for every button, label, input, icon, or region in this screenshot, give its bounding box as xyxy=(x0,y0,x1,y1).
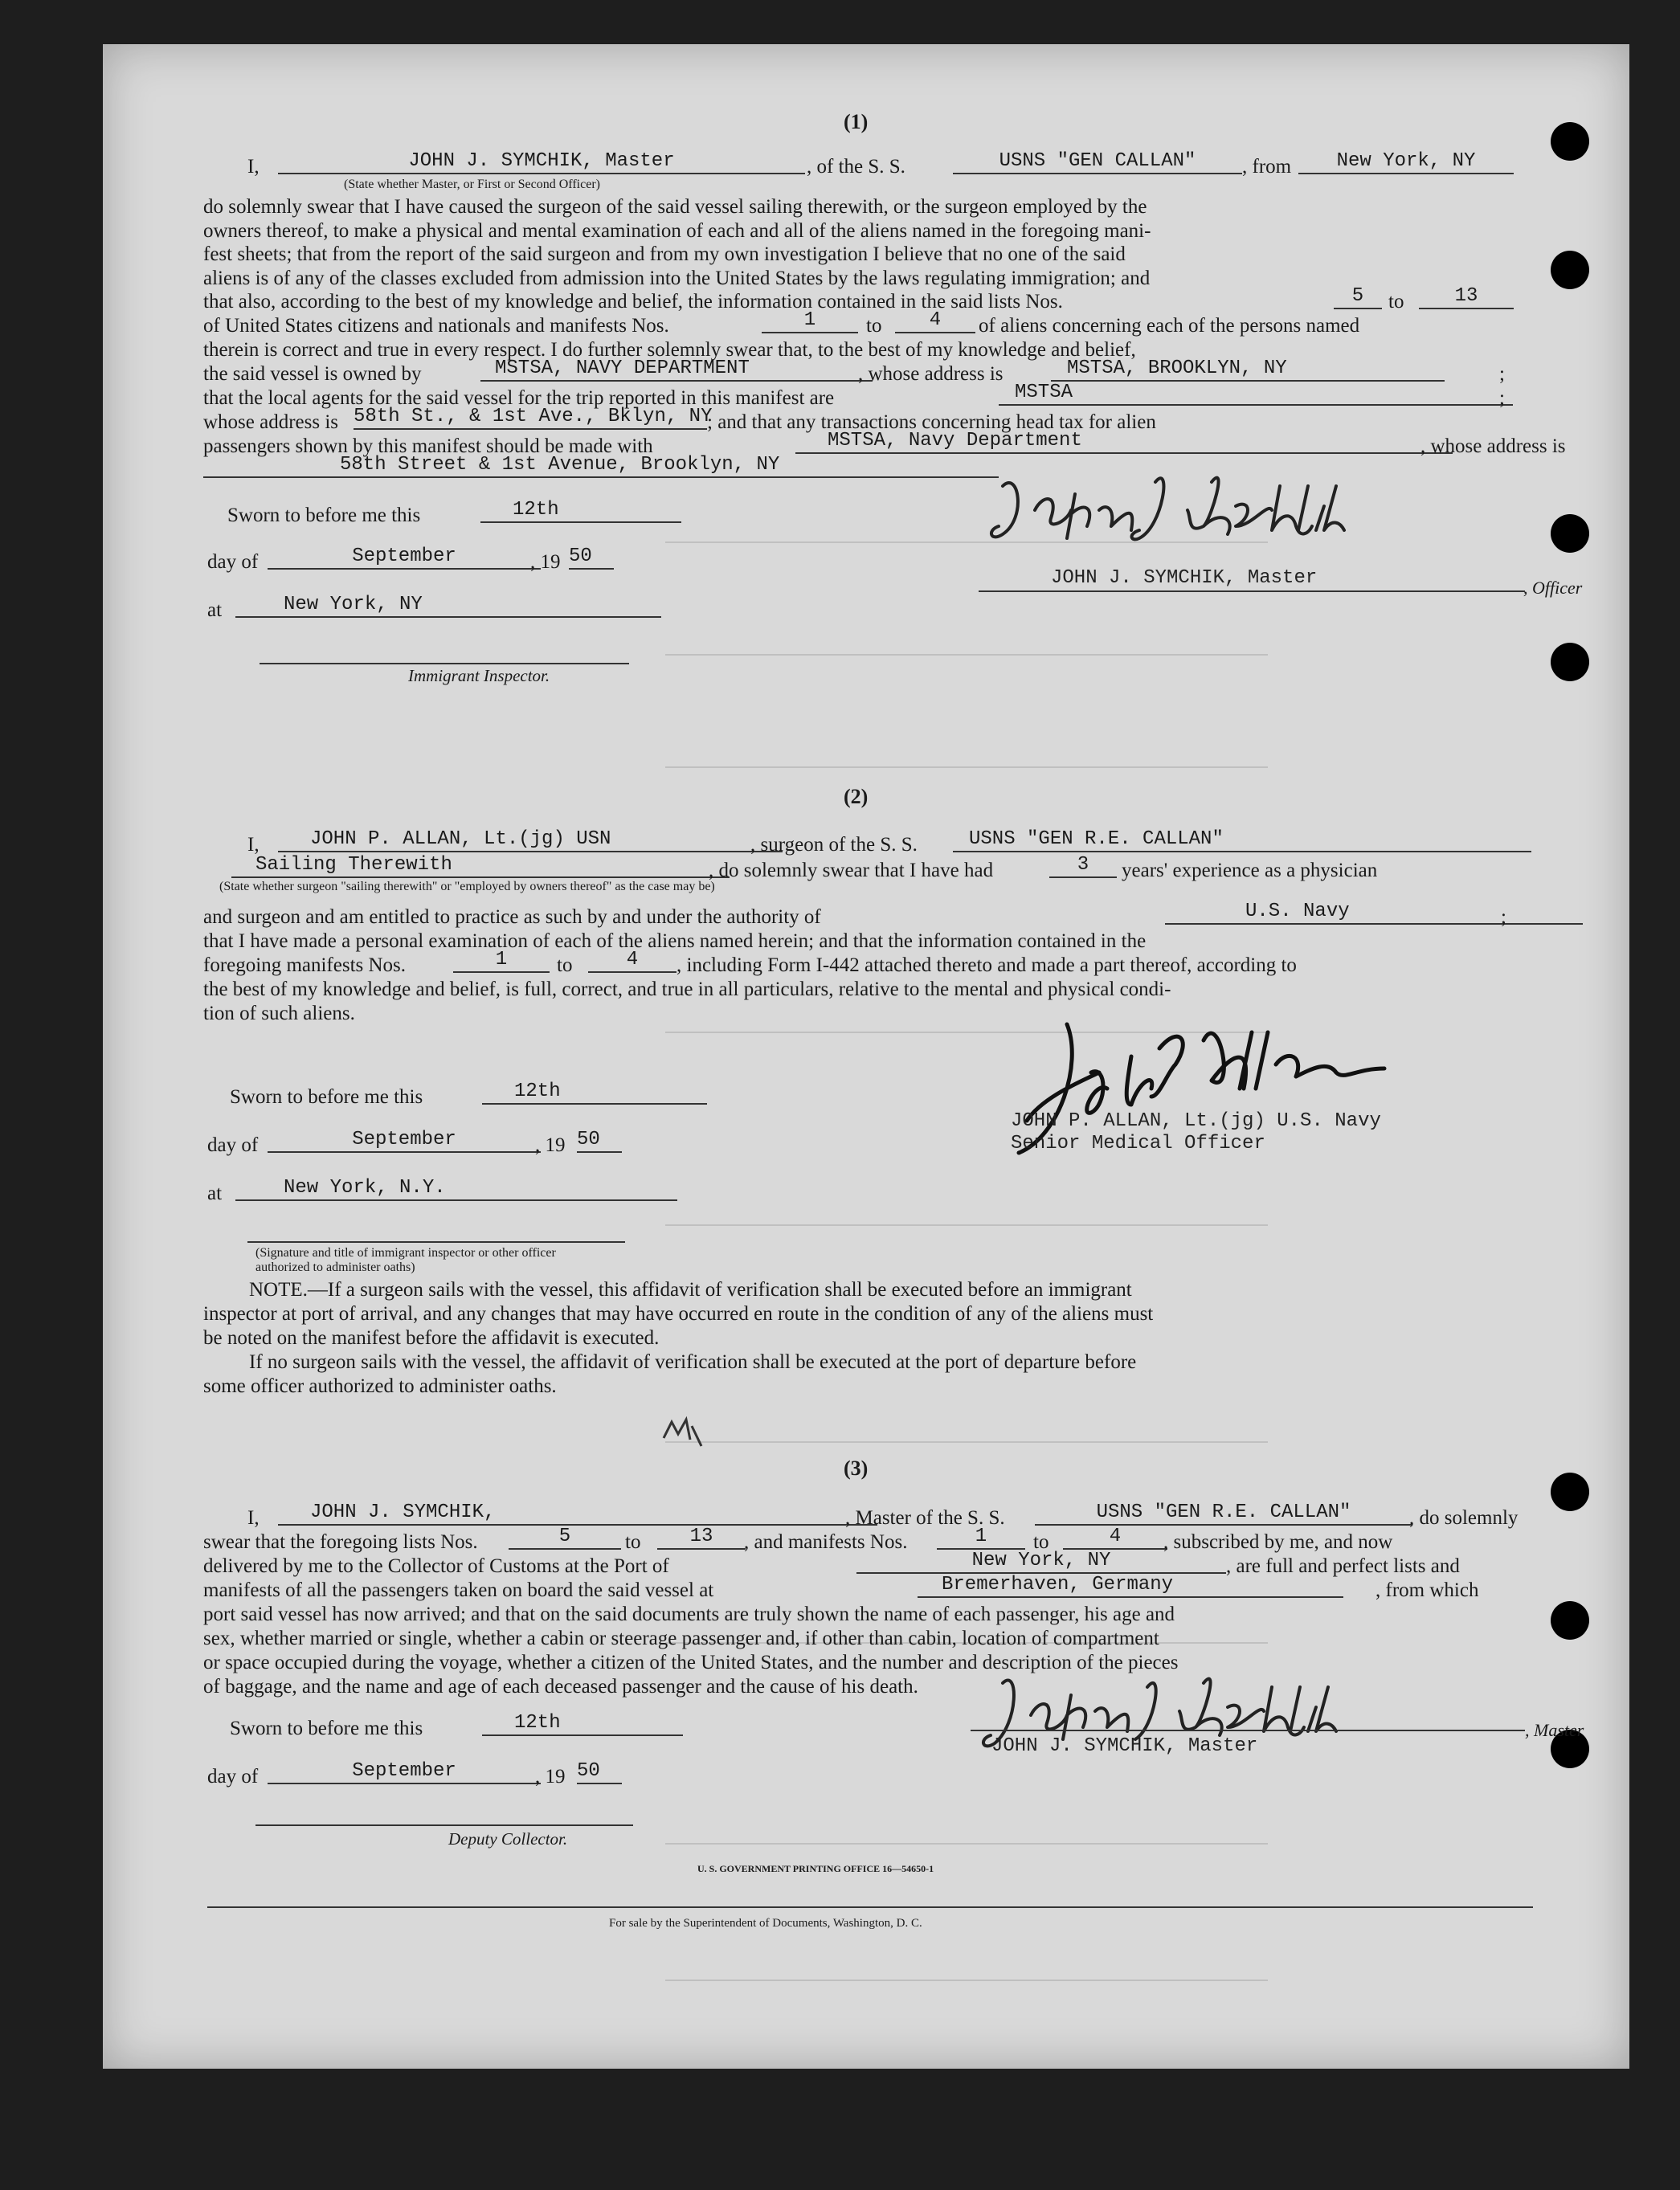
s3-signer-typed: JOHN J. SYMCHIK, Master xyxy=(991,1735,1258,1757)
s3-and-manifests: , and manifests Nos. xyxy=(744,1531,908,1553)
s1-day-of: day of xyxy=(207,551,259,573)
s2-years-field: 3 xyxy=(1049,854,1117,878)
s3-line-2b: , subscribed by me, and now xyxy=(1163,1531,1393,1553)
s2-note-1: NOTE.—If a surgeon sails with the vessel, this affidavit of verification shall be executed before an immigrant xyxy=(249,1279,1132,1301)
s3-port-field: New York, NY xyxy=(856,1550,1226,1574)
s3-line-8: of baggage, and the name and age of each deceased passenger and the cause of his death. xyxy=(203,1676,918,1698)
s3-list-from-field: 5 xyxy=(509,1526,621,1550)
s2-year-prefix: , 19 xyxy=(535,1134,566,1156)
s1-day-field: 12th xyxy=(480,499,681,523)
s2-place-field: New York, N.Y. xyxy=(235,1177,677,1201)
s2-manifest-from-field: 1 xyxy=(453,949,550,973)
s1-i: I, xyxy=(247,156,260,178)
s3-master-of: , Master of the S. S. xyxy=(845,1507,1005,1529)
s1-list-to-field: 13 xyxy=(1419,285,1514,309)
s2-at: at xyxy=(207,1183,223,1204)
s1-owner-address-field: MSTSA, BROOKLYN, NY xyxy=(1051,358,1445,382)
s3-list-to-field: 13 xyxy=(657,1526,746,1550)
s1-at: at xyxy=(207,599,223,621)
printing-office-caption: U. S. GOVERNMENT PRINTING OFFICE 16—54650-1 xyxy=(697,1863,934,1874)
s1-line-11b: , whose address is xyxy=(1420,435,1566,457)
s2-signature-line xyxy=(247,1241,625,1243)
s3-master-caption: , Master xyxy=(1525,1720,1584,1740)
s3-year-field: 50 xyxy=(577,1760,622,1784)
s1-line-10b: ; and that any transactions concerning head tax for alien xyxy=(707,411,1156,433)
s1-signer-line xyxy=(979,590,1525,592)
s2-line-4a: foregoing manifests Nos. xyxy=(203,954,407,976)
s2-sworn: Sworn to before me this xyxy=(230,1086,423,1108)
s3-line-7: or space occupied during the voyage, whether a citizen of the United States, and the number and description of the pieces xyxy=(203,1652,1179,1673)
s1-officer-caption: , Officer xyxy=(1523,578,1583,598)
s1-manifest-to-field: 4 xyxy=(895,309,975,333)
s1-line-5: that also, according to the best of my knowledge and belief, the information contained in the said lists Nos. xyxy=(203,291,1063,313)
s2-swear-had: , do solemnly swear that I have had xyxy=(709,860,994,881)
s1-master-name-field: JOHN J. SYMCHIK, Master xyxy=(278,150,805,174)
s3-month-field: September xyxy=(268,1760,541,1784)
s2-signer-title: Senior Medical Officer xyxy=(1011,1133,1265,1154)
s1-line-6a: of United States citizens and nationals and manifests Nos. xyxy=(203,315,669,337)
manifest-page xyxy=(103,44,1629,2069)
s2-semicolon: ; xyxy=(1501,906,1506,928)
s1-line-1: do solemnly swear that I have caused the surgeon of the said vessel sailing therewith, or the surgeon employed by the xyxy=(203,196,1147,218)
s1-sworn: Sworn to before me this xyxy=(227,505,421,526)
section-1-number: (1) xyxy=(844,110,869,133)
s2-vessel-field: USNS "GEN R.E. CALLAN" xyxy=(953,828,1531,852)
pencil-mark xyxy=(656,1410,712,1450)
s1-inspector-caption: Immigrant Inspector. xyxy=(408,666,550,685)
s3-year-prefix: , 19 xyxy=(535,1766,566,1788)
s2-line-2a: and surgeon and am entitled to practice as such by and under the authority of xyxy=(203,906,821,928)
s1-year-prefix: , 19 xyxy=(530,551,561,573)
s3-to-1: to xyxy=(625,1531,641,1553)
s2-year-field: 50 xyxy=(577,1129,622,1153)
section-2-number: (2) xyxy=(844,785,869,808)
s2-note-4: If no surgeon sails with the vessel, the affidavit of verification shall be executed at the port of departure before xyxy=(249,1351,1137,1373)
s1-signer-typed: JOHN J. SYMCHIK, Master xyxy=(1051,567,1318,589)
s3-line-3b: , are full and perfect lists and xyxy=(1226,1555,1460,1577)
s2-day-of: day of xyxy=(207,1134,259,1156)
s1-line-8a: the said vessel is owned by xyxy=(203,363,422,385)
s3-day-field: 12th xyxy=(482,1712,683,1736)
s1-to-1: to xyxy=(1388,291,1404,313)
s1-owner-field: MSTSA, NAVY DEPARTMENT xyxy=(480,358,873,382)
s2-manifest-to-field: 4 xyxy=(588,949,676,973)
s1-oath-paragraph xyxy=(203,195,1609,290)
s1-port-field: New York, NY xyxy=(1298,150,1514,174)
s1-line-10a: whose address is xyxy=(203,411,339,433)
s2-line-3: that I have made a personal examination of each of the aliens named herein; and that the information contained in the xyxy=(203,930,1147,952)
s1-year-field: 50 xyxy=(569,545,614,570)
s2-sailing-field: Sailing Therewith xyxy=(231,854,730,878)
s1-state-caption: (State whether Master, or First or Second Officer) xyxy=(344,178,600,191)
footer-rule xyxy=(207,1906,1533,1908)
s1-line-3: fest sheets; that from the report of the said surgeon and from my own investigation I believe that no one of the said xyxy=(203,243,1126,265)
s3-to-2: to xyxy=(1033,1531,1049,1553)
s3-collector-line xyxy=(255,1824,633,1826)
s2-state-caption: (State whether surgeon "sailing therewith" or "employed by owners thereof" as the case may be) xyxy=(219,880,715,893)
s1-vessel-field: USNS "GEN CALLAN" xyxy=(953,150,1242,174)
s1-place-field: New York, NY xyxy=(235,594,661,618)
s1-to-2: to xyxy=(866,315,882,337)
s1-month-field: September xyxy=(268,545,541,570)
s1-list-from-field: 5 xyxy=(1334,285,1382,309)
s3-line-3a: delivered by me to the Collector of Customs at the Port of xyxy=(203,1555,669,1577)
s2-day-field: 12th xyxy=(482,1081,707,1105)
s1-semicolon-2: ; xyxy=(1499,387,1505,409)
s1-semicolon: ; xyxy=(1499,363,1505,385)
s3-master-name-field: JOHN J. SYMCHIK, xyxy=(278,1502,877,1526)
s2-surgeon-of: , surgeon of the S. S. xyxy=(750,834,918,856)
s1-of-ss: , of the S. S. xyxy=(807,156,905,178)
s3-do-solemnly: , do solemnly xyxy=(1409,1507,1519,1529)
s1-agents-field: MSTSA xyxy=(999,382,1513,406)
s3-day-of: day of xyxy=(207,1766,259,1788)
s2-note-2: inspector at port of arrival, and any changes that may have occurred en route in the condition of any of the aliens must xyxy=(203,1303,1154,1325)
s3-line-5: port said vessel has now arrived; and that on the said documents are truly shown the name of each passenger, his age and xyxy=(203,1604,1175,1625)
s1-line-7: therein is correct and true in every respect. I do further solemnly swear that, to the best of my knowledge and belief, xyxy=(203,339,1136,361)
s2-i: I, xyxy=(247,834,260,856)
s1-headtax-address-field: 58th Street & 1st Avenue, Brooklyn, NY xyxy=(203,454,999,478)
s3-manifest-to-field: 4 xyxy=(1063,1526,1167,1550)
s3-i: I, xyxy=(247,1507,260,1529)
s3-line-2a: swear that the foregoing lists Nos. xyxy=(203,1531,478,1553)
s3-line-4b: , from which xyxy=(1375,1579,1479,1601)
s1-agents-address-field: 58th St., & 1st Ave., Bklyn, NY xyxy=(354,406,707,430)
s2-signer-typed: JOHN P. ALLAN, Lt.(jg) U.S. Navy xyxy=(1011,1110,1381,1132)
s3-sworn: Sworn to before me this xyxy=(230,1718,423,1739)
s1-from: , from xyxy=(1242,156,1292,178)
s1-line-2: owners thereof, to make a physical and mental examination of each and all of the aliens named in the foregoing mani- xyxy=(203,219,1151,242)
s2-line-4b: , including Form I-442 attached thereto and made a part thereof, according to xyxy=(676,954,1297,976)
s2-authority-field: U.S. Navy xyxy=(1165,901,1583,925)
s1-line-6b: of aliens concerning each of the persons named xyxy=(979,315,1360,337)
s3-origin-field: Bremerhaven, Germany xyxy=(918,1574,1343,1598)
s2-sig-caption: (Signature and title of immigrant inspector or other officer authorized to administer oaths) xyxy=(255,1246,556,1274)
s1-manifest-from-field: 1 xyxy=(762,309,858,333)
s1-line-4: aliens is of any of the classes excluded from admission into the United States by the laws regulating immigration; and xyxy=(203,267,1151,289)
s2-surgeon-name-field: JOHN P. ALLAN, Lt.(jg) USN xyxy=(278,828,783,852)
s3-line-6: sex, whether married or single, whether a cabin or steerage passenger and, if other than cabin, location of compartment xyxy=(203,1628,1159,1649)
s3-manifest-from-field: 1 xyxy=(937,1526,1025,1550)
footer-sale-caption: For sale by the Superintendent of Documents, Washington, D. C. xyxy=(609,1917,922,1930)
s1-line-8b: , whose address is xyxy=(858,363,1004,385)
s2-line-5: the best of my knowledge and belief, is full, correct, and true in all particulars, relative to the mental and physical condi- xyxy=(203,979,1171,1000)
s1-line-11a: passengers shown by this manifest should be made with xyxy=(203,435,653,457)
s2-years-exp: years' experience as a physician xyxy=(1122,860,1378,881)
s3-collector-caption: Deputy Collector. xyxy=(448,1829,568,1849)
s2-month-field: September xyxy=(268,1129,541,1153)
s2-line-6: tion of such aliens. xyxy=(203,1003,355,1024)
s3-signer-line xyxy=(971,1730,1525,1731)
s2-note-3: be noted on the manifest before the affidavit is executed. xyxy=(203,1327,660,1349)
s1-headtax-field: MSTSA, Navy Department xyxy=(795,430,1453,454)
s2-to: to xyxy=(557,954,573,976)
s3-line-4a: manifests of all the passengers taken on board the said vessel at xyxy=(203,1579,714,1601)
s3-vessel-field: USNS "GEN R.E. CALLAN" xyxy=(1035,1502,1412,1526)
s1-master-signature xyxy=(971,462,1388,550)
s1-line-9: that the local agents for the said vessel for the trip reported in this manifest are xyxy=(203,387,835,409)
s2-note-5: some officer authorized to administer oaths. xyxy=(203,1375,557,1397)
section-3-number: (3) xyxy=(844,1457,869,1480)
